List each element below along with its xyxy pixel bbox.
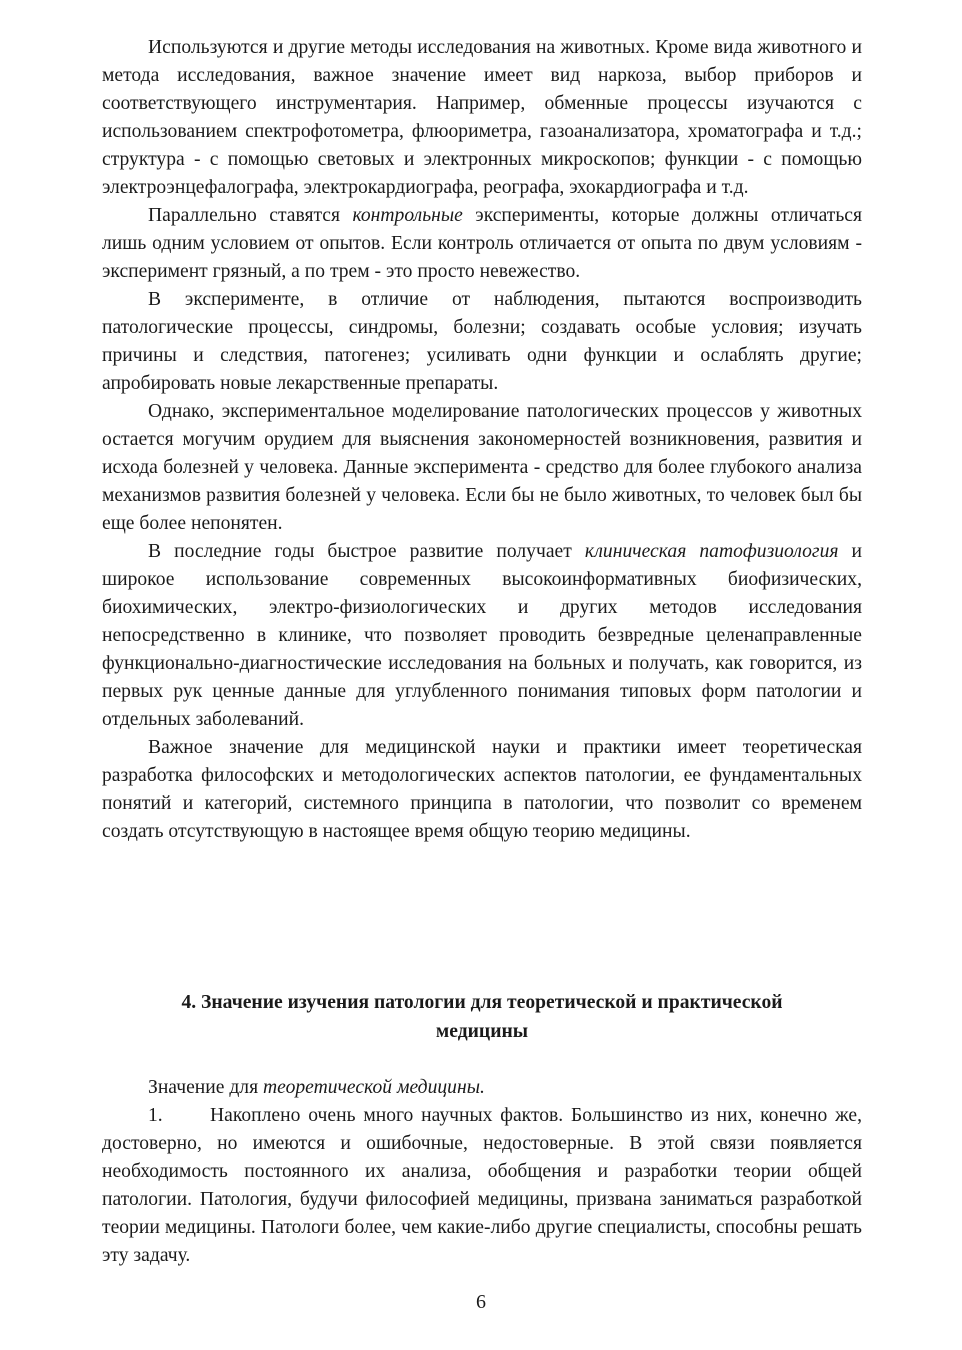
- section-intro-text: Значение для: [148, 1077, 263, 1098]
- paragraph-methods: Используются и другие методы исследования на животных. Кроме вида животного и метода исследования, важное значение имеет вид наркоза, выбор приборов и соответствующего инструментария. Например, обменные процессы изучаются с использованием спектрофотометра, флюориметра, газоанализатора, хроматографа и т.д.; структура - с помощью световых и электронных микроскопов; функции - с помощью электроэнцефалографа, электрокардиографа, реографа, эхокардиографа и т.д.: [102, 37, 862, 198]
- paragraph-control-italic: контрольные: [352, 205, 463, 226]
- section-body: [102, 1074, 912, 1270]
- paragraph-theoretical-development: Важное значение для медицинской науки и практики имеет теоретическая разработка философских и методологических аспектов патологии, ее фундаментальных понятий и категорий, системного принципа в патологии, что позволит со временем создать отсутствующую в настоящее время общую теорию медицины.: [102, 737, 862, 842]
- paragraph-modeling: Однако, экспериментальное моделирование патологических процессов у животных остается могучим орудием для выяснения закономерностей возникновения, развития и исхода болезней у человека. Данные эксперимента - средство для более глубокого анализа механизмов развития болезней у человека. Если бы не было животных, то человек был бы еще более непонятен.: [102, 401, 862, 534]
- paragraph-control-text-end: эксперименты, которые должны отличаться лишь одним условием от опытов. Если контроль отличается от опыта по двум условиям - эксперимент грязный, а по трем - это просто невежество.: [102, 205, 862, 282]
- section-heading: [102, 988, 862, 1046]
- list-item-text: Накоплено очень много научных фактов. Большинство из них, конечно же, достоверно, но имеются и ошибочные, недостоверные. В этой связи появляется необходимость постоянного их анализа, обобщения и разработки теории общей патологии. Патология, будучи философией медицины, призвана заниматься разработкой теории медицины. Патологи более, чем какие-либо другие специалисты, способны решать эту задачу.: [102, 1105, 862, 1266]
- list-item-number: 1.: [148, 1105, 163, 1126]
- paragraph-clinical-text-start: В последние годы быстрое развитие получает: [148, 541, 585, 562]
- section-heading-line1: 4. Значение изучения патологии для теоретической и практической: [181, 992, 783, 1013]
- paragraph-clinical-italic: клиническая патофизиология: [584, 541, 839, 562]
- paragraph-clinical-text-end: и широкое использование современных высокоинформативных биофизических, биохимических, электро-физиологических и других методов исследования непосредственно в клинике, что позволяет проводить безвредные целенаправленные функционально-диагностические исследования на больных и получать, как говорится, из первых рук ценные данные для углубленного понимания типовых форм патологии и отдельных заболеваний.: [102, 541, 863, 730]
- paragraph-clinical-pathophysiology: [102, 538, 862, 734]
- section-heading-line2: медицины: [435, 1021, 529, 1042]
- paragraph-control-experiments: [102, 202, 862, 286]
- section-intro-italic: теоретической медицины.: [263, 1077, 485, 1098]
- paragraph-experiment: В эксперименте, в отличие от наблюдения, пытаются воспроизводить патологические процессы, синдромы, болезни; создавать особые условия; изучать причины и следствия, патогенез; усиливать одни функции и ослаблять другие; апробировать новые лекарственные препараты.: [102, 289, 862, 394]
- paragraph-block-top: [102, 34, 862, 846]
- page-number: 6: [476, 1291, 486, 1313]
- section-intro: [102, 1074, 912, 1102]
- list-item: [102, 1102, 862, 1270]
- paragraph-control-text-start: Параллельно ставятся: [148, 205, 353, 226]
